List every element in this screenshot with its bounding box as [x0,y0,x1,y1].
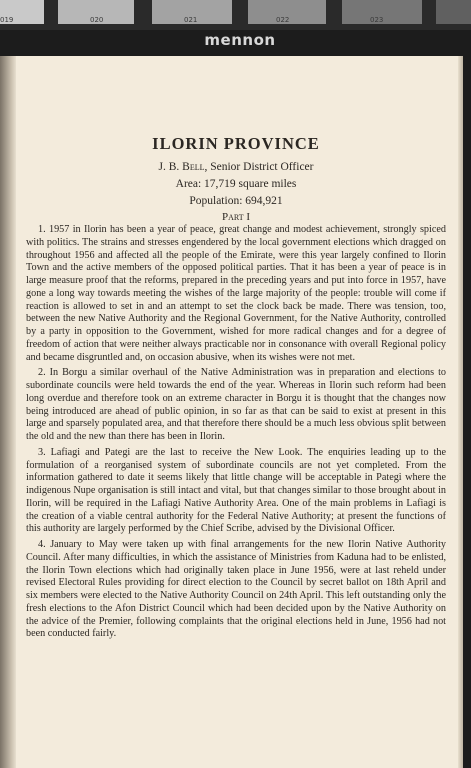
swatch-number: 023 [370,16,384,24]
calibration-strip [0,0,471,30]
brand-label: mennon [204,31,276,49]
paragraph: 2. In Borgu a similar overhaul of the Native Administration was in preparation and elections to subordinate councils were held towards the end of the year. Whereas in Ilorin such reform had been long overdue and therefore took on an extreme character in Borgu it is thought that the changes now being introduced are ahead of public opinion, in so far as that can be said to exist at present in this large and sparsely populated area, and that therefore there should be a much less obvious split between the old and the new than there has been in Ilorin. [26,367,446,442]
paragraph: 3. Lafiagi and Pategi are the last to receive the New Look. The enquiries leading up to the formulation of a reorganised system of subordinate councils are not yet completed. From the information gathered to date it seems likely that little change will be acceptable in Pategi where the indigenous Nupe organisation is still intact and vital, but that changes similar to those brought about in Ilorin, will be required in the Lafiagi Native Authority Area. One of the main problems in Lafiagi is the creation of a viable central authority for the Federal Native Authority; at present the functions of this authority are largely performed by the Chief Scribe, advised by the Divisional Officer. [26,446,446,535]
page-content [26,134,446,644]
swatch-number: 022 [276,16,290,24]
swatch-number: 021 [184,16,198,24]
page-edge [458,56,463,768]
area-line: Area: 17,719 square miles [175,178,297,190]
population-line: Population: 694,921 [189,195,283,207]
author-line [26,159,446,176]
paragraph: 1. 1957 in Ilorin has been a year of peace, great change and modest achievement, strongly spiced with politics. The strains and stresses engendered by the local government elections which dragged on throughout 1956 and affected all the people of the Emirate, were this year largely confined to Ilorin Town and the active members of the opposed political parties. That it has been a year of peace is in large measure proof that the reforms, prepared in the preceding years and put into force in 1957, have gone a long way towards meeting the wishes of the large majority of the people: trouble will come if reaction is allowed to set in and an attempt to set the clock back be made. There was tension, too, between the new Native Authority and the Regional Government, for the Native Authority, controlled by a party in opposition to the Government, wished for more radical changes and for a degree of freedom of action that were neither always practicable nor in consonance with overall Regional policy and became disgruntled and, on occasion abusive, when its wishes were not met. [26,224,446,363]
page-gutter [0,56,16,768]
page-title: ILORIN PROVINCE [152,134,320,153]
swatch-number: 019 [0,16,14,24]
part-heading: Part I [221,211,251,223]
swatch-number: 020 [90,16,104,24]
grey-swatch [436,0,471,24]
author-role: , Senior District Officer [204,161,314,173]
author-name: J. B. Bell [158,161,205,173]
paragraph: 4. January to May were taken up with final arrangements for the new Ilorin Native Authority Council. After many difficulties, in which the assistance of Ministries from Kaduna had to be enlisted, the Ilorin Town elections which had originally taken place in June 1956, were at last reheld under revised Electoral Rules providing for direct election to the Council by secret ballot on 18th April and six members were elected to the Native Authority Council on 24th April. This left outstanding only the fresh elections to the Afon District Council which had been decided upon by the Native Authority on the advice of the Premier, following complaints that the original elections held in June, 1956 had not been conducted fairly. [26,539,446,640]
